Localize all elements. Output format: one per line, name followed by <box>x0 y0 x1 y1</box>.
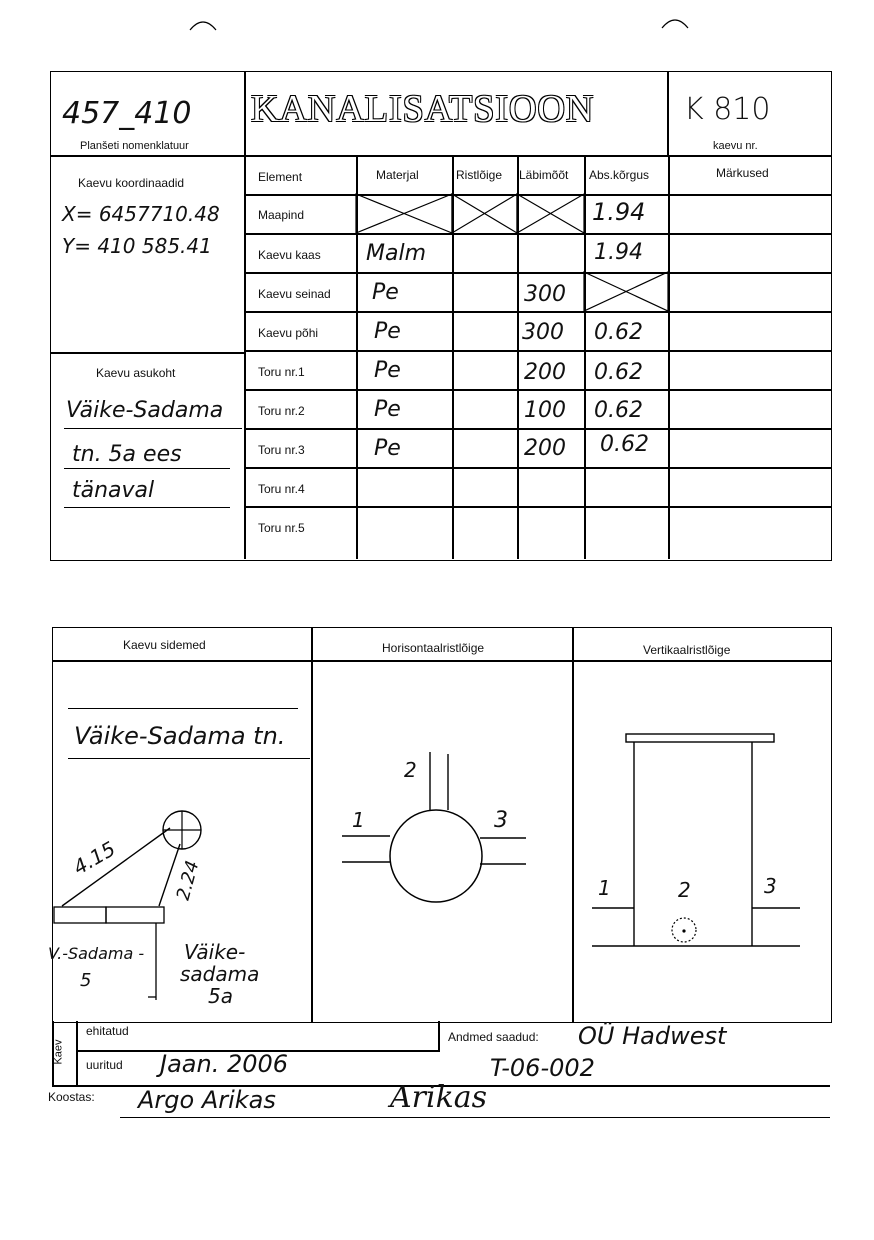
surveyed-value: Jaan. 2006 <box>160 1050 289 1078</box>
diameter-value: 100 <box>524 398 566 423</box>
nomenclature-value: 457_410 <box>62 96 192 131</box>
material-value: Pe <box>374 436 401 461</box>
horizontal-drawing <box>312 740 572 940</box>
building-label: V.-Sadama - <box>48 944 145 963</box>
well-number-value: K 810 <box>684 92 771 127</box>
col-header-abs-height: Abs.kõrgus <box>589 168 650 182</box>
material-value: Pe <box>374 397 401 422</box>
height-value: 1.94 <box>594 240 643 265</box>
diameter-value: 300 <box>524 282 566 307</box>
cross-out-icon <box>356 194 452 233</box>
pipe-number-3: 3 <box>494 808 508 833</box>
punch-hole-left-icon <box>188 14 218 34</box>
pipe-number-1: 1 <box>352 808 365 832</box>
data-source-label: Andmed saadud: <box>448 1030 539 1044</box>
vertical-drawing <box>572 720 832 960</box>
coordinates-label: Kaevu koordinaadid <box>78 176 185 190</box>
material-value: Pe <box>374 358 401 383</box>
section-vertical-label: Vertikaalristlõige <box>643 643 731 657</box>
row-element-label: Toru nr.1 <box>258 365 305 379</box>
coordinate-x: X= 6457710.48 <box>62 202 220 226</box>
location-line-3: tänaval <box>72 478 155 503</box>
distance-label: 4.15 <box>68 836 120 880</box>
well-number-label: kaevu nr. <box>713 140 758 152</box>
diameter-value: 200 <box>524 360 566 385</box>
street-label: Väike-Sadama tn. <box>74 722 286 750</box>
col-header-remarks: Märkused <box>716 166 769 180</box>
cross-out-icon <box>517 194 584 233</box>
building-label: Väike- <box>184 940 246 964</box>
row-element-label: Toru nr.4 <box>258 482 305 496</box>
row-element-label: Toru nr.2 <box>258 404 305 418</box>
punch-hole-right-icon <box>660 12 690 32</box>
material-value: Pe <box>372 280 399 305</box>
data-source-code: T-06-002 <box>490 1054 595 1082</box>
height-value: 1.94 <box>592 198 646 226</box>
height-value: 0.62 <box>594 320 643 345</box>
cross-out-icon <box>584 272 668 311</box>
height-value: 0.62 <box>600 432 649 457</box>
diameter-value: 300 <box>522 320 564 345</box>
material-value: Pe <box>374 319 401 344</box>
built-label: ehitatud <box>86 1024 129 1038</box>
coordinate-y: Y= 410 585.41 <box>62 234 212 258</box>
surveyed-label: uuritud <box>86 1058 123 1072</box>
location-line-1: Väike-Sadama <box>66 398 224 423</box>
cross-out-icon <box>452 194 517 233</box>
pipe-number-3: 3 <box>764 874 777 898</box>
location-line-2: tn. 5a ees <box>72 442 182 467</box>
data-source-value: OÜ Hadwest <box>578 1022 727 1050</box>
compiled-label: Koostas: <box>48 1090 95 1104</box>
page-title: KANALISATSIOON <box>251 88 595 130</box>
col-header-material: Materjal <box>376 168 419 182</box>
building-label: 5 <box>80 970 92 991</box>
building-label: sadama <box>180 962 260 986</box>
pipe-number-2: 2 <box>678 878 691 902</box>
nomenclature-label: Planšeti nomenklatuur <box>80 140 189 152</box>
location-label: Kaevu asukoht <box>96 366 176 380</box>
distance-label: 2.24 <box>172 858 204 903</box>
building-label: 5a <box>208 984 233 1008</box>
side-label: Kaev <box>52 1039 65 1065</box>
signature: Arikas <box>390 1080 488 1115</box>
row-element-label: Toru nr.3 <box>258 443 305 457</box>
section-horizontal-label: Horisontaalristlõige <box>382 641 485 655</box>
col-header-element: Element <box>258 170 303 184</box>
material-value: Malm <box>366 241 427 266</box>
diameter-value: 200 <box>524 436 566 461</box>
section-ties-label: Kaevu sidemed <box>123 638 206 652</box>
row-element-label: Maapind <box>258 208 305 222</box>
height-value: 0.62 <box>594 398 643 423</box>
pipe-number-1: 1 <box>598 876 611 900</box>
pipe-number-2: 2 <box>404 758 417 782</box>
compiled-value: Argo Arikas <box>138 1086 276 1114</box>
row-element-label: Kaevu seinad <box>258 287 331 301</box>
row-element-label: Kaevu kaas <box>258 248 321 262</box>
row-element-label: Kaevu põhi <box>258 326 319 340</box>
col-header-cross-section: Ristlõige <box>456 168 503 182</box>
row-element-label: Toru nr.5 <box>258 521 305 535</box>
height-value: 0.62 <box>594 360 643 385</box>
col-header-diameter: Läbimõõt <box>519 168 569 182</box>
